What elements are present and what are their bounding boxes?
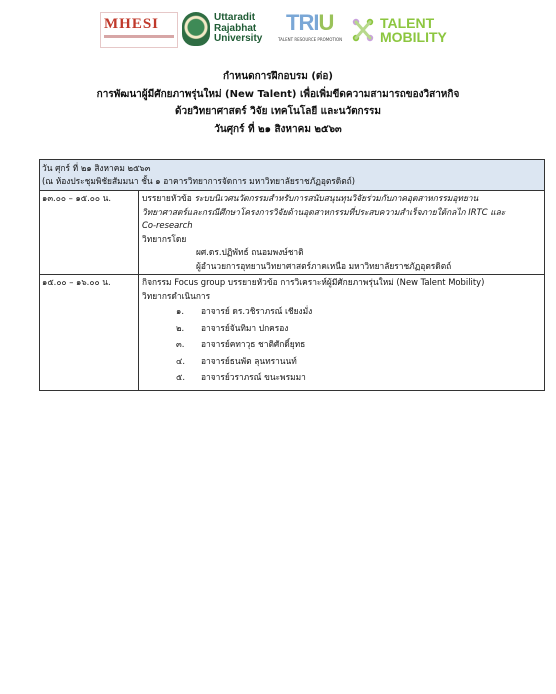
talent-mobility-text — [380, 16, 447, 44]
list-item — [176, 303, 541, 320]
speaker-number: ๕. — [176, 372, 186, 382]
list-item — [176, 320, 541, 337]
list-item — [176, 336, 541, 353]
triu-logo — [278, 10, 350, 50]
title-line-2: การพัฒนาผู้มีศักยภาพรุ่นใหม่ (New Talent) เพื่อเพิ่มขีดความสามารถของวิสาหกิจ — [96, 88, 460, 100]
topic-line-2: วิทยาศาสตร์และกรณีศึกษาโครงการวิจัยด้านอุตสาหกรรมที่ประสบความสำเร็จภายใต้กลไก IRTC และ — [142, 206, 506, 217]
logo-bar — [100, 10, 450, 50]
title-line-4: วันศุกร์ ที่ ๒๑ สิงหาคม ๒๕๖๓ — [214, 123, 342, 135]
talent-line-1: TALENT — [380, 15, 435, 31]
uru-line-2: Rajabhat — [214, 22, 257, 34]
session-topic — [142, 192, 541, 206]
title-line-3: ด้วยวิทยาศาสตร์ วิจัย เทคโนโลยี และนวัตกรรม — [175, 106, 381, 117]
day-line: วัน ศุกร์ ที่ ๒๑ สิงหาคม ๒๕๖๓ — [42, 163, 151, 173]
topic-line-3: Co-research — [142, 220, 193, 230]
speaker-name: อาจารย์จันทิมา ปกครอง — [201, 322, 289, 333]
speaker-name: อาจารย์ธนพัต ลุนทรานนท์ — [201, 355, 297, 366]
title-line-1: กำหนดการฝึกอบรม (ต่อ) — [223, 71, 333, 82]
lead-label: วิทยากรดำเนินการ — [142, 290, 211, 301]
schedule-table — [39, 159, 545, 391]
list-item — [176, 353, 541, 370]
schedule-day-header — [40, 160, 544, 191]
uru-line-1: Uttaradit — [214, 12, 256, 23]
mhesi-logo-stripe — [104, 35, 174, 38]
topic-line-1: ระบบนิเวศนวัตกรรมสำหรับการสนับสนุนทุนวิจัยร่วมกับภาคอุตสาหกรรมอุทยาน — [194, 193, 479, 203]
venue-line: (ณ ห้องประชุมพิชัยสัมมนา ชั้น ๑ อาคารวิทยาการจัดการ มหาวิทยาลัยราชภัฏอุตรดิตถ์) — [42, 176, 356, 186]
speaker-number: ๑. — [176, 306, 184, 316]
speaker-number: ๔. — [176, 355, 186, 366]
uru-seal-icon — [182, 12, 210, 46]
table-row — [40, 275, 544, 390]
speaker-number: ๓. — [176, 339, 185, 349]
uru-logo-text — [214, 13, 262, 45]
triu-logo-subtitle: TALENT RESOURCE PROMOTION — [278, 37, 343, 42]
session-content — [139, 275, 544, 390]
talent-mobility-icon — [350, 16, 376, 44]
uru-line-3: University — [214, 33, 263, 44]
list-item — [176, 369, 541, 386]
speaker-name: อาจารย์ ดร.วชิราภรณ์ เชียงมั่ง — [201, 306, 313, 316]
speaker-number: ๒. — [176, 322, 185, 333]
document-title — [0, 68, 556, 138]
mhesi-logo — [100, 12, 178, 48]
speaker-name: อาจารย์วราภรณ์ ขนะพรมมา — [201, 372, 306, 382]
speaker-role: ผู้อำนวยการอุทยานวิทยาศาสตร์ภาคเหนือ มหาวิทยาลัยราชภัฏอุตรดิตถ์ — [196, 260, 452, 271]
session-time: ๑๕.๐๐ – ๑๖.๐๐ น. — [40, 275, 139, 390]
mhesi-logo-text: MHESI — [104, 16, 160, 32]
speaker-label: วิทยากรโดย — [142, 233, 187, 244]
speaker-list — [142, 303, 541, 386]
speaker-name: อาจารย์คทาวุธ ชาติศักดิ์ยุทธ — [201, 339, 306, 349]
triu-logo-text: TRIU — [286, 10, 334, 35]
talent-line-2: MOBILITY — [380, 29, 447, 45]
session-time: ๑๓.๐๐ – ๑๕.๐๐ น. — [40, 191, 139, 274]
session-content — [139, 191, 544, 274]
topic-prefix: บรรยายหัวข้อ — [142, 193, 195, 203]
table-row — [40, 191, 544, 275]
talent-mobility-logo — [350, 14, 450, 48]
activity-line: กิจกรรม Focus group บรรยายหัวข้อ การวิเคราะห์ผู้มีศักยภาพรุ่นใหม่ (New Talent Mobility) — [142, 277, 485, 287]
speaker-name: ผศ.ดร.ปฏิพัทธ์ ถนอมพงษ์ชาติ — [196, 247, 304, 257]
uru-logo — [182, 12, 286, 46]
